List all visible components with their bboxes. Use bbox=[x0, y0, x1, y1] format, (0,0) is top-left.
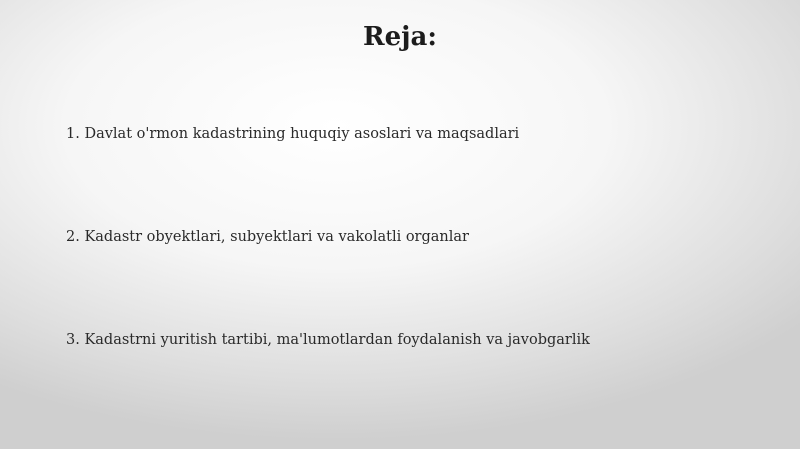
agenda-item-1: 1. Davlat o'rmon kadastrining huquqiy asoslari va maqsadlari bbox=[66, 126, 520, 142]
agenda-item-2: 2. Kadastr obyektlari, subyektlari va vakolatli organlar bbox=[66, 229, 469, 245]
agenda-list bbox=[66, 0, 766, 449]
slide-title: Reja: bbox=[362, 22, 437, 52]
agenda-item-3: 3. Kadastrni yuritish tartibi, ma'lumotlardan foydalanish va javobgarlik bbox=[66, 332, 590, 348]
